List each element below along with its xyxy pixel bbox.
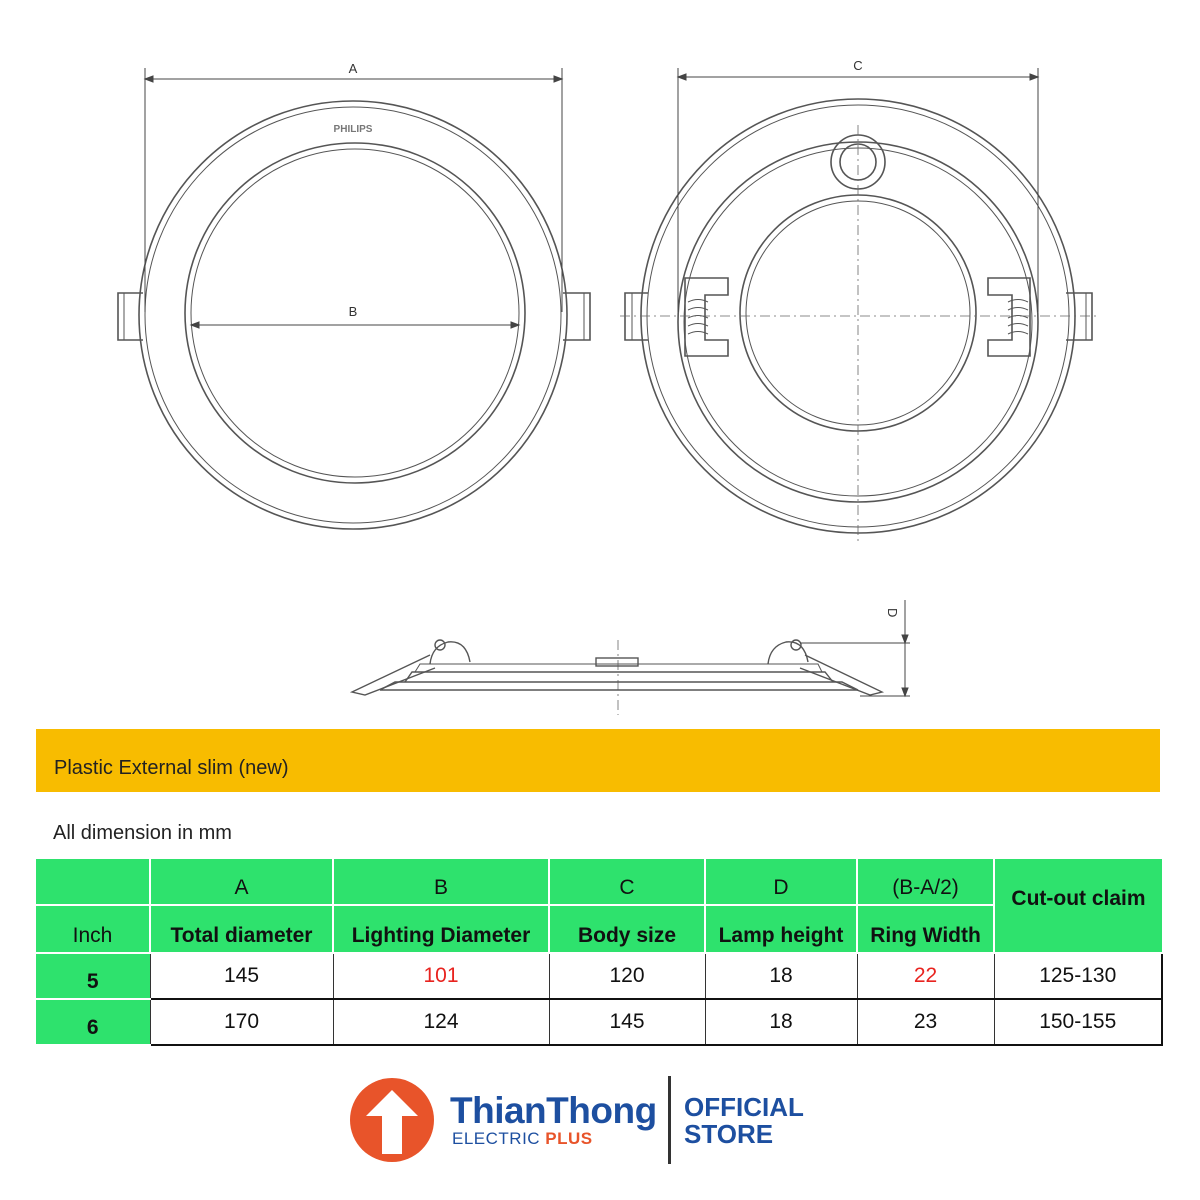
header-letter-a: A	[150, 859, 333, 905]
cell-ring-width: 23	[857, 999, 994, 1045]
dimension-table	[36, 859, 1163, 1046]
cell-body-size: 120	[549, 953, 705, 999]
official-store-label	[684, 1094, 804, 1148]
center-lines	[618, 125, 1100, 715]
cell-ring-width: 22	[857, 953, 994, 999]
cell-body-size: 145	[549, 999, 705, 1045]
dimension-d-label: D	[885, 608, 900, 618]
store-line-1: OFFICIAL	[684, 1092, 804, 1122]
cell-cutout-claim: 150-155	[994, 999, 1162, 1045]
dimension-a-label: A	[348, 61, 358, 76]
logo-divider	[668, 1076, 671, 1164]
brand-sub-accent: PLUS	[545, 1129, 593, 1148]
cell-cutout-claim: 125-130	[994, 953, 1162, 999]
spec-title: Plastic External slim (new)	[54, 757, 289, 779]
header-letter-b: B	[333, 859, 549, 905]
cell-lighting-diameter: 101	[333, 953, 549, 999]
header-label-body-size: Body size	[549, 905, 705, 953]
dimension-b-line	[191, 322, 519, 328]
units-note: All dimension in mm	[53, 822, 232, 844]
header-cutout-claim	[994, 859, 1162, 953]
header-letter-ring: (B-A/2)	[857, 859, 994, 905]
header-label-lighting-diameter: Lighting Diameter	[333, 905, 549, 953]
header-letter-d: D	[705, 859, 857, 905]
cell-total-diameter: 145	[150, 953, 333, 999]
brand-mark-text: PHILIPS	[333, 124, 373, 135]
header-label-ring-width: Ring Width	[857, 905, 994, 953]
brand-logo	[348, 1074, 828, 1166]
cell-lamp-height: 18	[705, 953, 857, 999]
header-label-lamp-height: Lamp height	[705, 905, 857, 953]
header-letter-row	[36, 859, 1162, 905]
header-label-cutout: Cut-out claim	[1011, 886, 1146, 910]
header-label-row	[36, 905, 1162, 953]
header-label-inch: Inch	[36, 905, 150, 953]
cell-lamp-height: 18	[705, 999, 857, 1045]
table-row	[36, 999, 1162, 1045]
row-inch: 5	[36, 953, 150, 999]
cell-lighting-diameter: 124	[333, 999, 549, 1045]
header-letter-c: C	[549, 859, 705, 905]
header-label-total-diameter: Total diameter	[150, 905, 333, 953]
side-view	[352, 640, 882, 695]
cell-total-diameter: 170	[150, 999, 333, 1045]
brand-subtitle	[452, 1129, 593, 1149]
dimension-a-line	[145, 68, 562, 312]
header-letter-inch	[36, 859, 150, 905]
store-line-2: STORE	[684, 1119, 774, 1149]
dimension-c-label: C	[853, 58, 863, 73]
brand-sub-main: ELECTRIC	[452, 1129, 546, 1148]
table-row	[36, 953, 1162, 999]
dimension-b-label: B	[348, 304, 358, 319]
up-arrow-in-circle-icon	[348, 1076, 436, 1164]
brand-name: ThianThong	[450, 1090, 657, 1131]
row-inch: 6	[36, 999, 150, 1045]
